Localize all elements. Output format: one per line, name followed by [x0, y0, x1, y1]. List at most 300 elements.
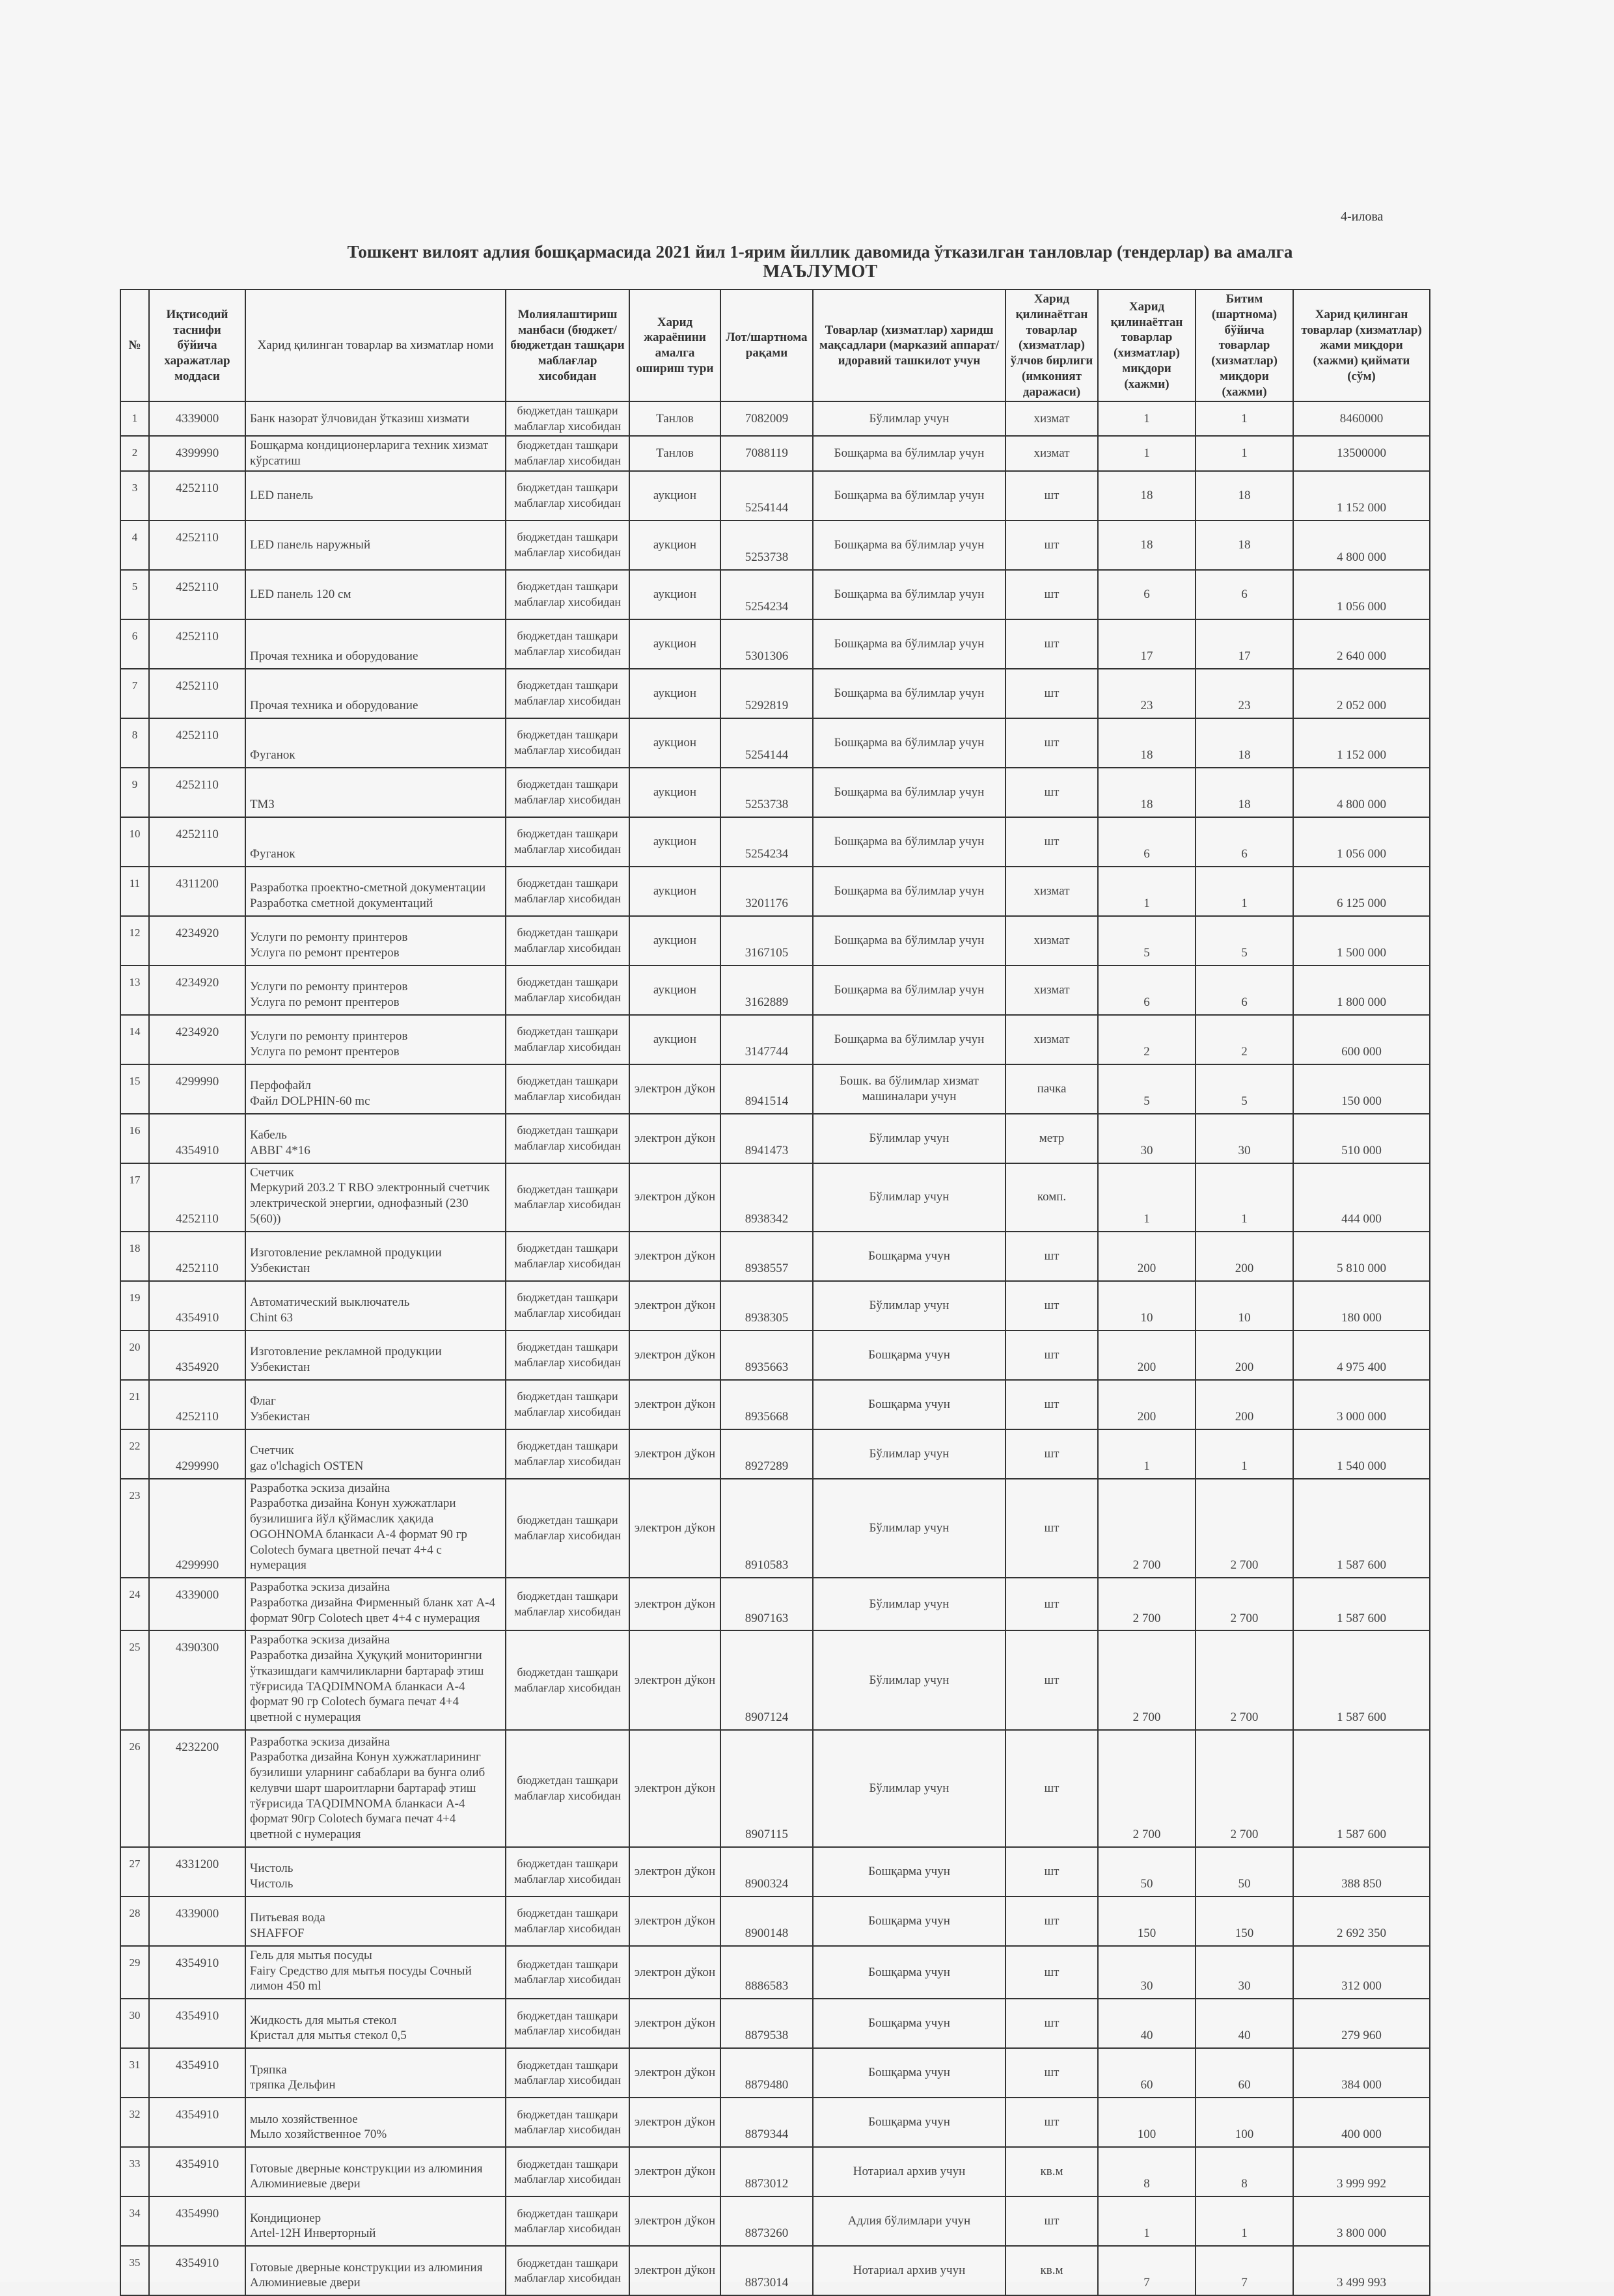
row-purpose: Бошқарма ва бўлимлар учун — [813, 966, 1005, 1015]
row-econ-code: 4354910 — [149, 2147, 245, 2196]
item-name-line: Услуга по ремонт прентеров — [250, 1044, 400, 1059]
row-funding-source: бюджетдан ташқари маблағлар хисобидан — [506, 1479, 629, 1578]
row-unit: шт — [1005, 1999, 1098, 2048]
row-procurement-method: аукцион — [629, 619, 720, 669]
row-procurement-method: электрон дўкон — [629, 1999, 720, 2048]
row-lot-number: 5254144 — [720, 718, 813, 768]
table-row — [120, 2147, 1430, 2196]
row-purpose: Бошқарма ва бўлимлар учун — [813, 570, 1005, 619]
row-item-name — [245, 2147, 506, 2196]
row-procurement-method: аукцион — [629, 669, 720, 718]
row-procurement-method: электрон дўкон — [629, 1847, 720, 1897]
row-procurement-method: электрон дўкон — [629, 1897, 720, 1946]
row-lot-number: 8900148 — [720, 1897, 813, 1946]
document-title: Тошкент вилоят адлия бошқармасида 2021 йил 1-ярим йиллик давомида ўтказилган танловлар (тендерлар) ва амалга — [347, 242, 1293, 262]
row-unit: шт — [1005, 471, 1098, 520]
col-header-unit: Харид қилинаётган товарлар (хизматлар) ўлчов бирлиги (имконият даражаси) — [1005, 290, 1098, 401]
row-total-amount: 13500000 — [1293, 436, 1430, 471]
row-quantity: 200 — [1098, 1232, 1196, 1281]
row-lot-number: 8907115 — [720, 1730, 813, 1847]
row-number: 23 — [120, 1479, 149, 1578]
item-name-line: Изготовление рекламной продукции — [250, 1345, 442, 1359]
row-total-amount: 400 000 — [1293, 2098, 1430, 2147]
row-number: 2 — [120, 436, 149, 471]
row-procurement-method: электрон дўкон — [629, 2147, 720, 2196]
row-item-name — [245, 436, 506, 471]
item-name-line: ТМЗ — [250, 797, 275, 811]
table-row — [120, 1015, 1430, 1064]
row-number: 4 — [120, 520, 149, 570]
row-unit: комп. — [1005, 1163, 1098, 1232]
row-lot-number: 5254234 — [720, 570, 813, 619]
row-lot-number: 7082009 — [720, 401, 813, 436]
row-funding-source: бюджетдан ташқари маблағлар хисобидан — [506, 436, 629, 471]
row-purpose: Бўлимлар учун — [813, 1429, 1005, 1479]
row-procurement-method: электрон дўкон — [629, 2196, 720, 2246]
table-row — [120, 867, 1430, 916]
row-econ-code: 4234920 — [149, 966, 245, 1015]
row-contract-quantity: 100 — [1196, 2098, 1293, 2147]
row-econ-code: 4252110 — [149, 520, 245, 570]
row-item-name — [245, 1232, 506, 1281]
row-item-name — [245, 1429, 506, 1479]
col-header-purpose: Товарлар (хизматлар) харидш мақсадлари (марказий аппарат/идоравий ташкилот учун — [813, 290, 1005, 401]
row-lot-number: 8927289 — [720, 1429, 813, 1479]
row-number: 21 — [120, 1380, 149, 1429]
row-purpose: Бўлимлар учун — [813, 1163, 1005, 1232]
row-unit: шт — [1005, 669, 1098, 718]
row-purpose: Бошқарма ва бўлимлар учун — [813, 817, 1005, 867]
row-funding-source: бюджетдан ташқари маблағлар хисобидан — [506, 2147, 629, 2196]
row-quantity: 150 — [1098, 1897, 1196, 1946]
row-econ-code: 4252110 — [149, 570, 245, 619]
row-item-name — [245, 2196, 506, 2246]
row-lot-number: 8935663 — [720, 1330, 813, 1380]
row-funding-source: бюджетдан ташқари маблағлар хисобидан — [506, 1999, 629, 2048]
row-total-amount: 388 850 — [1293, 1847, 1430, 1897]
row-contract-quantity: 18 — [1196, 520, 1293, 570]
row-lot-number: 8873014 — [720, 2246, 813, 2295]
row-econ-code: 4339000 — [149, 401, 245, 436]
row-quantity: 1 — [1098, 1163, 1196, 1232]
table-row — [120, 718, 1430, 768]
row-contract-quantity: 200 — [1196, 1330, 1293, 1380]
row-quantity: 8 — [1098, 2147, 1196, 2196]
row-procurement-method: электрон дўкон — [629, 1730, 720, 1847]
row-econ-code: 4299990 — [149, 1429, 245, 1479]
row-purpose: Бошқарма учун — [813, 1380, 1005, 1429]
row-lot-number: 8910583 — [720, 1479, 813, 1578]
row-econ-code: 4252110 — [149, 1380, 245, 1429]
table-row — [120, 520, 1430, 570]
row-lot-number: 8907124 — [720, 1630, 813, 1730]
table-row — [120, 1232, 1430, 1281]
row-procurement-method: Танлов — [629, 436, 720, 471]
item-name-line: Чистоль — [250, 1861, 294, 1876]
item-name-line: Прочая техника и оборудование — [250, 698, 418, 712]
row-procurement-method: аукцион — [629, 471, 720, 520]
row-total-amount: 4 800 000 — [1293, 768, 1430, 817]
row-unit: шт — [1005, 1380, 1098, 1429]
row-contract-quantity: 18 — [1196, 471, 1293, 520]
row-number: 6 — [120, 619, 149, 669]
row-quantity: 40 — [1098, 1999, 1196, 2048]
row-purpose: Бошқарма ва бўлимлар учун — [813, 520, 1005, 570]
row-contract-quantity: 7 — [1196, 2246, 1293, 2295]
item-name-line: Автоматический выключатель — [250, 1295, 410, 1310]
row-item-name — [245, 2098, 506, 2147]
table-row — [120, 1578, 1430, 1630]
item-name-line: Разработка эскиза дизайна — [250, 1481, 390, 1495]
row-funding-source: бюджетдан ташқари маблағлар хисобидан — [506, 1730, 629, 1847]
row-quantity: 50 — [1098, 1847, 1196, 1897]
row-funding-source: бюджетдан ташқари маблағлар хисобидан — [506, 401, 629, 436]
table-row — [120, 2098, 1430, 2147]
row-unit: шт — [1005, 768, 1098, 817]
table-row — [120, 1897, 1430, 1946]
row-unit: шт — [1005, 1630, 1098, 1730]
item-name-line: Мыло хозяйственное 70% — [250, 2127, 387, 2142]
row-funding-source: бюджетдан ташқари маблағлар хисобидан — [506, 2246, 629, 2295]
row-contract-quantity: 60 — [1196, 2048, 1293, 2098]
row-funding-source: бюджетдан ташқари маблағлар хисобидан — [506, 1630, 629, 1730]
row-lot-number: 8886583 — [720, 1946, 813, 1999]
row-quantity: 6 — [1098, 966, 1196, 1015]
row-unit: хизмат — [1005, 401, 1098, 436]
row-lot-number: 3167105 — [720, 916, 813, 966]
item-name-line: LED панель — [250, 488, 314, 502]
row-funding-source: бюджетдан ташқари маблағлар хисобидан — [506, 1281, 629, 1330]
row-purpose: Бошқарма ва бўлимлар учун — [813, 867, 1005, 916]
row-quantity: 10 — [1098, 1281, 1196, 1330]
row-econ-code: 4252110 — [149, 471, 245, 520]
row-total-amount: 1 587 600 — [1293, 1730, 1430, 1847]
row-econ-code: 4252110 — [149, 718, 245, 768]
row-item-name — [245, 1114, 506, 1163]
row-contract-quantity: 23 — [1196, 669, 1293, 718]
row-procurement-method: электрон дўкон — [629, 1578, 720, 1630]
row-contract-quantity: 18 — [1196, 718, 1293, 768]
item-name-line: Чистоль — [250, 1877, 294, 1891]
row-number: 30 — [120, 1999, 149, 2048]
row-number: 14 — [120, 1015, 149, 1064]
table-row — [120, 768, 1430, 817]
row-purpose: Бошқарма ва бўлимлар учун — [813, 471, 1005, 520]
row-lot-number: 8873260 — [720, 2196, 813, 2246]
row-number: 35 — [120, 2246, 149, 2295]
row-purpose: Бўлимлар учун — [813, 1630, 1005, 1730]
row-item-name — [245, 669, 506, 718]
row-purpose: Бўлимлар учун — [813, 1578, 1005, 1630]
row-lot-number: 8938557 — [720, 1232, 813, 1281]
row-contract-quantity: 30 — [1196, 1946, 1293, 1999]
row-funding-source: бюджетдан ташқари маблағлар хисобидан — [506, 619, 629, 669]
table-header-row — [120, 290, 1430, 401]
item-name-line: Алюминиевые двери — [250, 2276, 361, 2290]
row-unit: шт — [1005, 619, 1098, 669]
row-lot-number: 5254144 — [720, 471, 813, 520]
row-purpose: Бошқарма ва бўлимлар учун — [813, 916, 1005, 966]
row-econ-code: 4339000 — [149, 1897, 245, 1946]
row-econ-code: 4354910 — [149, 1946, 245, 1999]
row-purpose: Бўлимлар учун — [813, 1479, 1005, 1578]
row-purpose: Бошқарма ва бўлимлар учун — [813, 436, 1005, 471]
row-unit: шт — [1005, 2098, 1098, 2147]
table-row — [120, 2196, 1430, 2246]
row-quantity: 60 — [1098, 2048, 1196, 2098]
table-row — [120, 1429, 1430, 1479]
row-lot-number: 8935668 — [720, 1380, 813, 1429]
row-contract-quantity: 1 — [1196, 867, 1293, 916]
row-total-amount: 1 500 000 — [1293, 916, 1430, 966]
item-name-line: Кабель — [250, 1128, 287, 1142]
row-procurement-method: электрон дўкон — [629, 2048, 720, 2098]
row-number: 31 — [120, 2048, 149, 2098]
row-procurement-method: электрон дўкон — [629, 1946, 720, 1999]
item-name-line: Узбекистан — [250, 1360, 310, 1374]
table-row — [120, 817, 1430, 867]
row-total-amount: 2 640 000 — [1293, 619, 1430, 669]
row-unit: шт — [1005, 570, 1098, 619]
row-quantity: 200 — [1098, 1330, 1196, 1380]
item-name-line: Узбекистан — [250, 1261, 310, 1275]
row-item-name — [245, 570, 506, 619]
row-number: 18 — [120, 1232, 149, 1281]
row-quantity: 2 — [1098, 1015, 1196, 1064]
row-total-amount: 8460000 — [1293, 401, 1430, 436]
row-total-amount: 3 800 000 — [1293, 2196, 1430, 2246]
row-total-amount: 2 692 350 — [1293, 1897, 1430, 1946]
row-unit: шт — [1005, 2196, 1098, 2246]
row-unit: шт — [1005, 718, 1098, 768]
row-number: 12 — [120, 916, 149, 966]
row-number: 3 — [120, 471, 149, 520]
row-total-amount: 279 960 — [1293, 1999, 1430, 2048]
row-purpose: Бўлимлар учун — [813, 401, 1005, 436]
table-row — [120, 916, 1430, 966]
col-header-source: Молиялаштириш манбаси (бюджет/бюджетдан ташқари маблағлар хисобидан — [506, 290, 629, 401]
table-row — [120, 669, 1430, 718]
row-unit: шт — [1005, 1330, 1098, 1380]
row-unit: хизмат — [1005, 867, 1098, 916]
row-unit: кв.м — [1005, 2246, 1098, 2295]
row-econ-code: 4354920 — [149, 1330, 245, 1380]
table-row — [120, 436, 1430, 471]
row-procurement-method: электрон дўкон — [629, 1232, 720, 1281]
row-quantity: 17 — [1098, 619, 1196, 669]
table-row — [120, 1999, 1430, 2048]
row-econ-code: 4354910 — [149, 2098, 245, 2147]
row-item-name — [245, 1630, 506, 1730]
row-econ-code: 4252110 — [149, 619, 245, 669]
row-funding-source: бюджетдан ташқари маблағлар хисобидан — [506, 1163, 629, 1232]
row-number: 27 — [120, 1847, 149, 1897]
row-quantity: 6 — [1098, 817, 1196, 867]
row-item-name — [245, 1330, 506, 1380]
row-econ-code: 4354910 — [149, 1114, 245, 1163]
item-name-line: Готовые дверные конструкции из алюминия — [250, 2161, 483, 2176]
row-procurement-method: электрон дўкон — [629, 1479, 720, 1578]
table-row — [120, 619, 1430, 669]
row-procurement-method: электрон дўкон — [629, 2098, 720, 2147]
table-row — [120, 1163, 1430, 1232]
row-number: 26 — [120, 1730, 149, 1847]
item-name-line: SHAFFOF — [250, 1926, 305, 1941]
row-contract-quantity: 50 — [1196, 1847, 1293, 1897]
row-purpose: Нотариал архив учун — [813, 2246, 1005, 2295]
row-quantity: 5 — [1098, 1064, 1196, 1114]
row-total-amount: 384 000 — [1293, 2048, 1430, 2098]
row-total-amount: 5 810 000 — [1293, 1232, 1430, 1281]
row-quantity: 1 — [1098, 436, 1196, 471]
row-number: 13 — [120, 966, 149, 1015]
row-procurement-method: электрон дўкон — [629, 1630, 720, 1730]
row-total-amount: 1 056 000 — [1293, 817, 1430, 867]
row-quantity: 23 — [1098, 669, 1196, 718]
row-funding-source: бюджетдан ташқари маблағлар хисобидан — [506, 1380, 629, 1429]
row-item-name — [245, 1064, 506, 1114]
col-header-code: Иқтисодий таснифи бўйича харажатлар моддаси — [149, 290, 245, 401]
row-item-name — [245, 1163, 506, 1232]
row-purpose: Бошқарма учун — [813, 2098, 1005, 2147]
row-item-name — [245, 2246, 506, 2295]
item-name-line: мыло хозяйственное — [250, 2112, 358, 2126]
row-number: 19 — [120, 1281, 149, 1330]
col-header-contract-qty: Битим (шартнома) бўйича товарлар (хизматлар) миқдори (хажми) — [1196, 290, 1293, 401]
row-funding-source: бюджетдан ташқари маблағлар хисобидан — [506, 471, 629, 520]
row-funding-source: бюджетдан ташқари маблағлар хисобидан — [506, 867, 629, 916]
row-procurement-method: аукцион — [629, 520, 720, 570]
row-quantity: 200 — [1098, 1380, 1196, 1429]
row-econ-code: 4252110 — [149, 817, 245, 867]
row-lot-number: 3201176 — [720, 867, 813, 916]
row-quantity: 1 — [1098, 1429, 1196, 1479]
row-purpose: Бошқарма учун — [813, 2048, 1005, 2098]
row-total-amount: 1 587 600 — [1293, 1578, 1430, 1630]
row-funding-source: бюджетдан ташқари маблағлар хисобидан — [506, 1946, 629, 1999]
item-name-line: Фуганок — [250, 846, 295, 861]
item-name-line: Кондиционер — [250, 2211, 321, 2225]
row-contract-quantity: 5 — [1196, 1064, 1293, 1114]
row-quantity: 18 — [1098, 471, 1196, 520]
row-econ-code: 4390300 — [149, 1630, 245, 1730]
row-item-name — [245, 1479, 506, 1578]
item-name-line: Перфофайл — [250, 1079, 311, 1093]
row-item-name — [245, 1999, 506, 2048]
row-item-name — [245, 1730, 506, 1847]
row-funding-source: бюджетдан ташқари маблағлар хисобидан — [506, 1114, 629, 1163]
row-lot-number: 8941514 — [720, 1064, 813, 1114]
table-row — [120, 1330, 1430, 1380]
row-total-amount: 312 000 — [1293, 1946, 1430, 1999]
row-unit: пачка — [1005, 1064, 1098, 1114]
row-funding-source: бюджетдан ташқари маблағлар хисобидан — [506, 1578, 629, 1630]
row-unit: кв.м — [1005, 2147, 1098, 2196]
row-total-amount: 6 125 000 — [1293, 867, 1430, 916]
item-name-line: Фуганок — [250, 748, 295, 762]
row-lot-number: 5301306 — [720, 619, 813, 669]
table-row — [120, 1730, 1430, 1847]
row-procurement-method: аукцион — [629, 570, 720, 619]
table-row — [120, 2246, 1430, 2295]
procurement-table — [120, 289, 1430, 2296]
col-header-amount: Харид қилинган товарлар (хизматлар) жами миқдори (хажми) қиймати (сўм) — [1293, 290, 1430, 401]
row-funding-source: бюджетдан ташқари маблағлар хисобидан — [506, 1064, 629, 1114]
row-number: 22 — [120, 1429, 149, 1479]
row-procurement-method: электрон дўкон — [629, 1163, 720, 1232]
row-quantity: 2 700 — [1098, 1630, 1196, 1730]
table-row — [120, 1380, 1430, 1429]
row-unit: шт — [1005, 1479, 1098, 1578]
row-unit: хизмат — [1005, 436, 1098, 471]
row-funding-source: бюджетдан ташқари маблағлар хисобидан — [506, 1429, 629, 1479]
row-contract-quantity: 8 — [1196, 2147, 1293, 2196]
item-name-line: Artel-12H Инверторный — [250, 2226, 376, 2241]
row-contract-quantity: 200 — [1196, 1380, 1293, 1429]
row-quantity: 30 — [1098, 1946, 1196, 1999]
row-item-name — [245, 1946, 506, 1999]
row-quantity: 7 — [1098, 2246, 1196, 2295]
row-funding-source: бюджетдан ташқари маблағлар хисобидан — [506, 2098, 629, 2147]
row-total-amount: 180 000 — [1293, 1281, 1430, 1330]
row-unit: шт — [1005, 1730, 1098, 1847]
row-funding-source: бюджетдан ташқари маблағлар хисобидан — [506, 1847, 629, 1897]
row-item-name — [245, 471, 506, 520]
row-number: 33 — [120, 2147, 149, 2196]
table-row — [120, 1946, 1430, 1999]
row-unit: шт — [1005, 520, 1098, 570]
item-name-line: Узбекистан — [250, 1409, 310, 1424]
row-lot-number: 8879480 — [720, 2048, 813, 2098]
row-total-amount: 444 000 — [1293, 1163, 1430, 1232]
table-row — [120, 471, 1430, 520]
row-unit: хизмат — [1005, 1015, 1098, 1064]
item-name-line: Меркурий 203.2 T RBO электронный счетчик электрической энергии, однофазный (230 5(60)) — [250, 1181, 490, 1226]
col-header-lot: Лот/шартнома рақами — [720, 290, 813, 401]
item-name-line: Разработка эскиза дизайна — [250, 1633, 390, 1647]
row-unit: шт — [1005, 1232, 1098, 1281]
row-procurement-method: аукцион — [629, 966, 720, 1015]
row-econ-code: 4354910 — [149, 1281, 245, 1330]
item-name-line: LED панель 120 см — [250, 587, 351, 601]
row-total-amount: 600 000 — [1293, 1015, 1430, 1064]
row-procurement-method: аукцион — [629, 768, 720, 817]
table-row — [120, 1847, 1430, 1897]
item-name-line: Бошқарма кондиционерларига техник хизмат кўрсатиш — [250, 439, 489, 468]
row-procurement-method: электрон дўкон — [629, 1330, 720, 1380]
row-total-amount: 4 800 000 — [1293, 520, 1430, 570]
row-total-amount: 1 587 600 — [1293, 1479, 1430, 1578]
row-funding-source: бюджетдан ташқари маблағлар хисобидан — [506, 2196, 629, 2246]
row-econ-code: 4232200 — [149, 1730, 245, 1847]
row-total-amount: 1 152 000 — [1293, 718, 1430, 768]
row-purpose: Бошк. ва бўлимлар хизмат машиналари учун — [813, 1064, 1005, 1114]
row-econ-code: 4354910 — [149, 2048, 245, 2098]
row-econ-code: 4311200 — [149, 867, 245, 916]
row-contract-quantity: 10 — [1196, 1281, 1293, 1330]
item-name-line: Разработка дизайна Фирменный бланк хат А-4 формат 90гр Colotech цвет 4+4 с нумерация — [250, 1595, 495, 1625]
row-contract-quantity: 1 — [1196, 401, 1293, 436]
row-purpose: Бошқарма учун — [813, 1232, 1005, 1281]
row-item-name — [245, 966, 506, 1015]
row-quantity: 1 — [1098, 2196, 1196, 2246]
row-funding-source: бюджетдан ташқари маблағлар хисобидан — [506, 1232, 629, 1281]
row-lot-number: 8938305 — [720, 1281, 813, 1330]
item-name-line: Услуги по ремонту принтеров — [250, 1029, 408, 1044]
row-procurement-method: аукцион — [629, 1015, 720, 1064]
row-funding-source: бюджетдан ташқари маблағлар хисобидан — [506, 966, 629, 1015]
table-row — [120, 2048, 1430, 2098]
